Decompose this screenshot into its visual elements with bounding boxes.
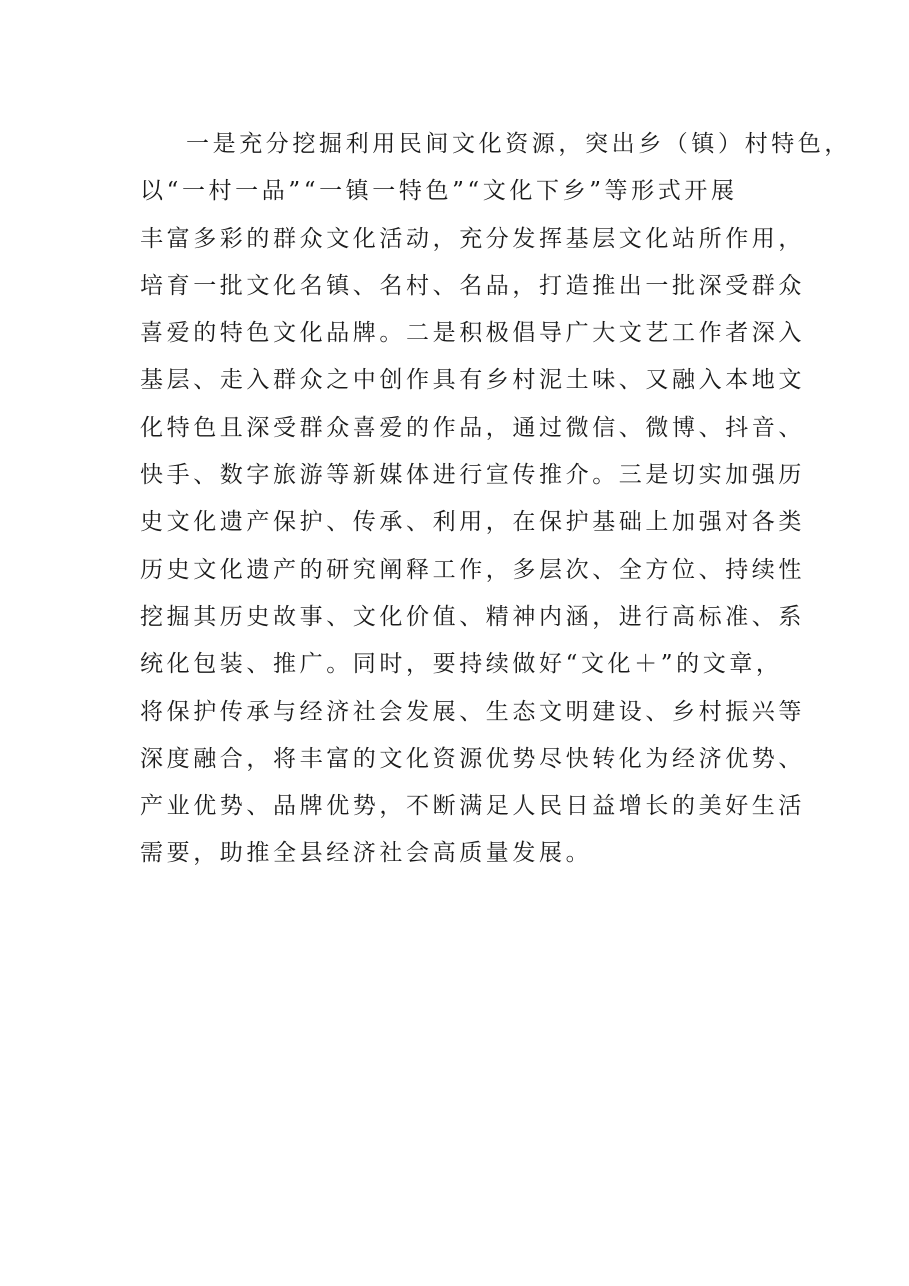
paragraph-line: 丰富多彩的群众文化活动，充分发挥基层文化站所作用，: [140, 225, 805, 252]
paragraph-line: 历史文化遗产的研究阐释工作，多层次、全方位、持续性: [140, 556, 805, 583]
paragraph-line: 史文化遗产保护、传承、利用，在保护基础上加强对各类: [140, 509, 805, 536]
paragraph-line: 培育一批文化名镇、名村、名品，打造推出一批深受群众: [140, 272, 805, 299]
paragraph-line: 统化包装、推广。同时，要持续做好“文化＋”的文章，: [140, 651, 783, 678]
paragraph-line: 喜爱的特色文化品牌。二是积极倡导广大文艺工作者深入: [140, 320, 805, 347]
paragraph-line: 需要，助推全县经济社会高质量发展。: [140, 840, 593, 867]
paragraph-line: 快手、数字旅游等新媒体进行宣传推介。三是切实加强历: [140, 462, 805, 489]
body-paragraph: [140, 124, 851, 881]
paragraph-line: 将保护传承与经济社会发展、生态文明建设、乡村振兴等: [140, 698, 805, 725]
paragraph-line: 产业优势、品牌优势，不断满足人民日益增长的美好生活: [140, 793, 805, 820]
paragraph-line: 基层、走入群众之中创作具有乡村泥土味、又融入本地文: [140, 367, 805, 394]
paragraph-line: 挖掘其历史故事、文化价值、精神内涵，进行高标准、系: [140, 603, 805, 630]
paragraph-line: 化特色且深受群众喜爱的作品，通过微信、微博、抖音、: [140, 414, 805, 441]
paragraph-line: 一是充分挖掘利用民间文化资源，突出乡（镇）村特色，: [186, 131, 851, 157]
paragraph-line: 以“一村一品”“一镇一特色”“文化下乡”等形式开展: [140, 178, 738, 205]
paragraph-line: 深度融合，将丰富的文化资源优势尽快转化为经济优势、: [140, 745, 805, 772]
